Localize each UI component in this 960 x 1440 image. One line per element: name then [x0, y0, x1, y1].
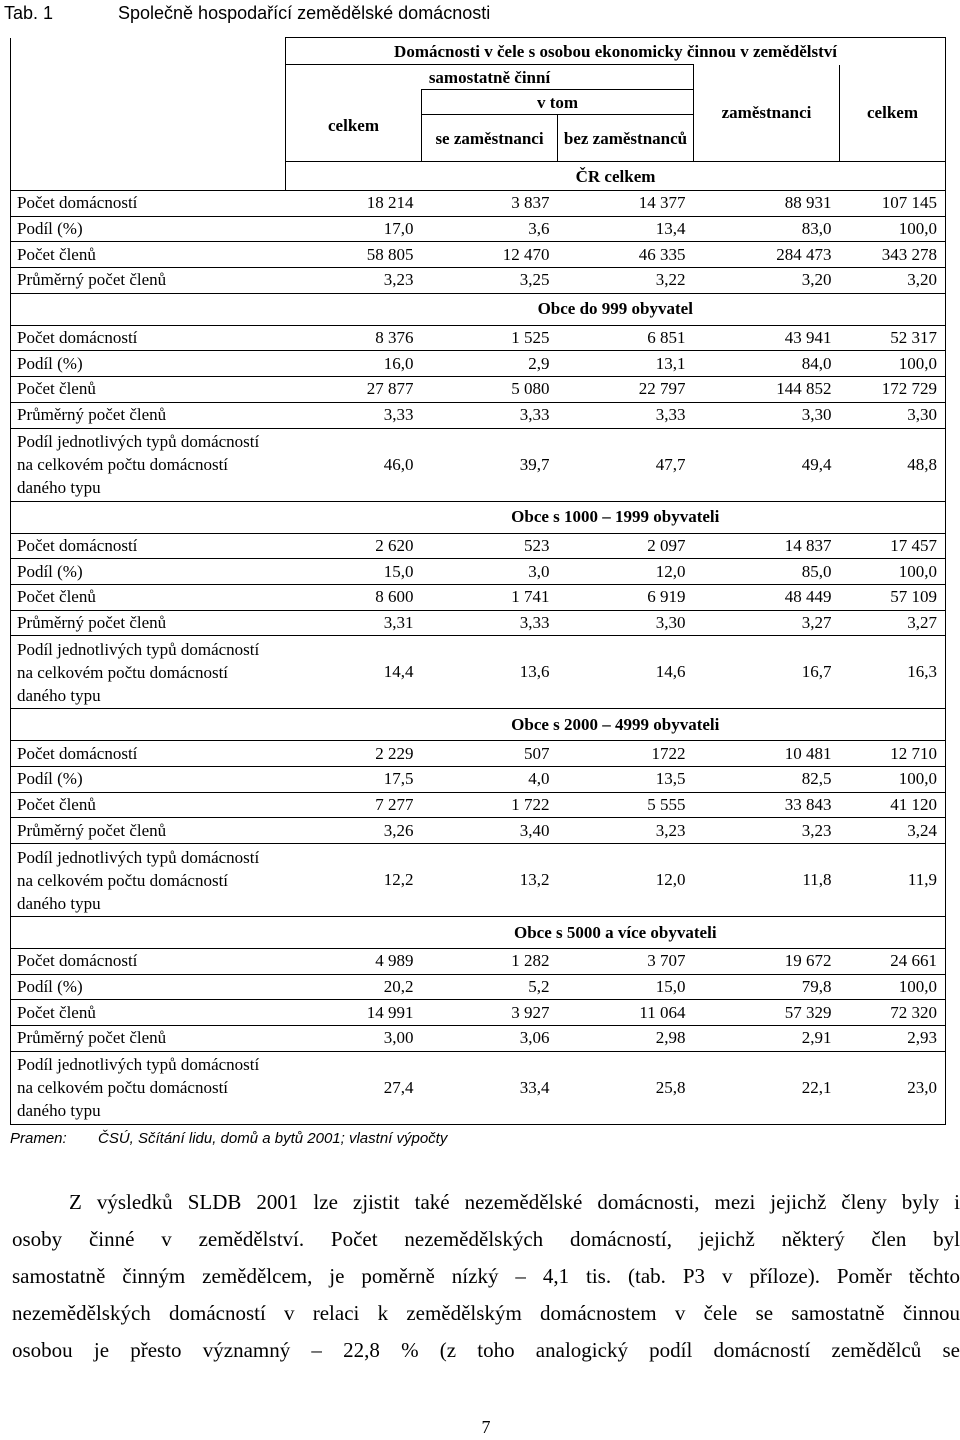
section-title: Obce do 999 obyvatel [286, 293, 946, 325]
cell-employees: 49,4 [694, 428, 840, 501]
row-label: Počet domácností [11, 191, 286, 217]
cell-grand-total: 100,0 [840, 559, 946, 585]
cell-with-employees: 507 [422, 741, 558, 767]
cell-self-total: 46,0 [286, 428, 422, 501]
cell-employees: 83,0 [694, 216, 840, 242]
cell-without-employees: 12,0 [558, 844, 694, 917]
table-row [11, 1051, 946, 1124]
cell-grand-total: 12 710 [840, 741, 946, 767]
cell-employees: 57 329 [694, 1000, 840, 1026]
page-number: 7 [481, 1417, 491, 1437]
header-with-employees: se zaměstnanci [422, 115, 558, 162]
cell-with-employees: 5 080 [422, 377, 558, 403]
table-row [11, 741, 946, 767]
cell-grand-total: 52 317 [840, 325, 946, 351]
cell-with-employees: 13,2 [422, 844, 558, 917]
row-label: Průměrný počet členů [11, 610, 286, 636]
cell-with-employees: 13,6 [422, 636, 558, 709]
cell-with-employees: 4,0 [422, 766, 558, 792]
cell-without-employees: 14 377 [558, 191, 694, 217]
cell-grand-total: 100,0 [840, 216, 946, 242]
cell-with-employees: 2,9 [422, 351, 558, 377]
row-label: Podíl (%) [11, 216, 286, 242]
row-label: Podíl jednotlivých typů domácností na celkovém počtu domácností daného typu [11, 844, 286, 917]
section-up-to-999 [11, 293, 946, 501]
cell-grand-total: 3,24 [840, 818, 946, 844]
cell-with-employees: 3,06 [422, 1026, 558, 1052]
cell-grand-total: 41 120 [840, 792, 946, 818]
cell-without-employees: 15,0 [558, 974, 694, 1000]
cell-employees: 22,1 [694, 1051, 840, 1124]
cell-grand-total: 3,27 [840, 610, 946, 636]
cell-self-total: 3,23 [286, 268, 422, 294]
cell-without-employees: 47,7 [558, 428, 694, 501]
row-label: Průměrný počet členů [11, 1026, 286, 1052]
table-caption [0, 0, 960, 26]
row-label: Počet členů [11, 584, 286, 610]
cell-without-employees: 3,22 [558, 268, 694, 294]
header-of-which: v tom [422, 90, 694, 115]
cell-with-employees: 523 [422, 533, 558, 559]
row-label: Počet členů [11, 1000, 286, 1026]
cell-without-employees: 5 555 [558, 792, 694, 818]
table-row [11, 402, 946, 428]
section-heading-row [11, 709, 946, 741]
cell-with-employees: 1 282 [422, 949, 558, 975]
cell-employees: 48 449 [694, 584, 840, 610]
cell-with-employees: 1 741 [422, 584, 558, 610]
header-corner [11, 38, 286, 191]
cell-without-employees: 25,8 [558, 1051, 694, 1124]
section-title: ČR celkem [286, 162, 946, 191]
cell-without-employees: 2,98 [558, 1026, 694, 1052]
cell-without-employees: 13,1 [558, 351, 694, 377]
source-text: ČSÚ, Sčítání lidu, domů a bytů 2001; vlastní výpočty [98, 1130, 448, 1147]
cell-without-employees: 46 335 [558, 242, 694, 268]
cell-self-total: 8 600 [286, 584, 422, 610]
cell-self-total: 58 805 [286, 242, 422, 268]
row-label: Počet členů [11, 242, 286, 268]
table-header [11, 38, 946, 191]
paragraph-line: osoby činné v zemědělství. Počet nezemědělských domácností, jejichž některý člen byl [12, 1227, 960, 1251]
section-heading-row [11, 917, 946, 949]
row-label: Podíl jednotlivých typů domácností na celkovém počtu domácností daného typu [11, 1051, 286, 1124]
cell-employees: 2,91 [694, 1026, 840, 1052]
cell-without-employees: 3,30 [558, 610, 694, 636]
table-row [11, 1026, 946, 1052]
table-source [10, 1128, 910, 1150]
cell-with-employees: 12 470 [422, 242, 558, 268]
cell-with-employees: 33,4 [422, 1051, 558, 1124]
table-number: Tab. 1 [4, 3, 54, 23]
cell-grand-total: 107 145 [840, 191, 946, 217]
cell-employees: 144 852 [694, 377, 840, 403]
cell-with-employees: 1 525 [422, 325, 558, 351]
section-2000-4999 [11, 709, 946, 917]
row-label: Průměrný počet členů [11, 818, 286, 844]
header-self-employed: samostatně činní [286, 65, 694, 90]
table-row [11, 191, 946, 217]
table-row [11, 1000, 946, 1026]
cell-grand-total: 100,0 [840, 974, 946, 1000]
cell-grand-total: 57 109 [840, 584, 946, 610]
row-label: Počet domácností [11, 741, 286, 767]
cell-self-total: 7 277 [286, 792, 422, 818]
cell-self-total: 27,4 [286, 1051, 422, 1124]
cell-employees: 11,8 [694, 844, 840, 917]
cell-without-employees: 11 064 [558, 1000, 694, 1026]
cell-with-employees: 3 837 [422, 191, 558, 217]
table-row [11, 949, 946, 975]
row-label: Průměrný počet členů [11, 402, 286, 428]
cell-with-employees: 1 722 [422, 792, 558, 818]
cell-employees: 85,0 [694, 559, 840, 585]
section-title: Obce s 5000 a více obyvateli [286, 917, 946, 949]
cell-self-total: 17,0 [286, 216, 422, 242]
row-label: Počet členů [11, 377, 286, 403]
paragraph-line: Z výsledků SLDB 2001 lze zjistit také nezemědělské domácnosti, mezi jejichž členy byly i [69, 1190, 960, 1214]
section-title: Obce s 1000 – 1999 obyvateli [286, 501, 946, 533]
cell-without-employees: 6 919 [558, 584, 694, 610]
table-row [11, 533, 946, 559]
cell-with-employees: 5,2 [422, 974, 558, 1000]
cell-self-total: 4 989 [286, 949, 422, 975]
row-label: Podíl (%) [11, 351, 286, 377]
row-label: Podíl jednotlivých typů domácností na celkovém počtu domácností daného typu [11, 636, 286, 709]
row-label: Podíl (%) [11, 974, 286, 1000]
cell-grand-total: 48,8 [840, 428, 946, 501]
row-label: Podíl (%) [11, 559, 286, 585]
table-row [11, 974, 946, 1000]
cell-without-employees: 6 851 [558, 325, 694, 351]
cell-without-employees: 3,33 [558, 402, 694, 428]
table-title: Společně hospodařící zemědělské domácnosti [118, 3, 491, 23]
header-total-self: celkem [286, 90, 422, 162]
table-row [11, 325, 946, 351]
cell-self-total: 3,26 [286, 818, 422, 844]
body-paragraph [12, 1184, 960, 1369]
section-cr-total [11, 191, 946, 294]
cell-with-employees: 39,7 [422, 428, 558, 501]
cell-without-employees: 3,23 [558, 818, 694, 844]
cell-grand-total: 2,93 [840, 1026, 946, 1052]
cell-grand-total: 11,9 [840, 844, 946, 917]
section-title: Obce s 2000 – 4999 obyvateli [286, 709, 946, 741]
cell-with-employees: 3,0 [422, 559, 558, 585]
section-5000-plus [11, 917, 946, 1125]
cell-grand-total: 16,3 [840, 636, 946, 709]
cell-with-employees: 3 927 [422, 1000, 558, 1026]
section-spacer [11, 917, 286, 949]
row-label: Podíl (%) [11, 766, 286, 792]
cell-with-employees: 3,33 [422, 402, 558, 428]
row-label: Podíl jednotlivých typů domácností na celkovém počtu domácností daného typu [11, 428, 286, 501]
cell-grand-total: 24 661 [840, 949, 946, 975]
section-spacer [11, 293, 286, 325]
cell-employees: 33 843 [694, 792, 840, 818]
cell-employees: 284 473 [694, 242, 840, 268]
table-row [11, 792, 946, 818]
table-row [11, 584, 946, 610]
section-spacer [11, 501, 286, 533]
cell-without-employees: 13,5 [558, 766, 694, 792]
row-label: Počet domácností [11, 533, 286, 559]
row-label: Počet domácností [11, 325, 286, 351]
cell-grand-total: 100,0 [840, 766, 946, 792]
cell-employees: 88 931 [694, 191, 840, 217]
paragraph-line: osobou je přesto významný – 22,8 % (z toho analogický podíl domácností zemědělců se [12, 1338, 960, 1362]
cell-without-employees: 14,6 [558, 636, 694, 709]
table-row [11, 377, 946, 403]
cell-self-total: 12,2 [286, 844, 422, 917]
cell-grand-total: 23,0 [840, 1051, 946, 1124]
cell-without-employees: 3 707 [558, 949, 694, 975]
cell-employees: 14 837 [694, 533, 840, 559]
cell-employees: 82,5 [694, 766, 840, 792]
header-grand-total: celkem [840, 65, 946, 162]
cell-self-total: 18 214 [286, 191, 422, 217]
section-heading-row [11, 501, 946, 533]
cell-with-employees: 3,6 [422, 216, 558, 242]
cell-self-total: 2 620 [286, 533, 422, 559]
cell-grand-total: 172 729 [840, 377, 946, 403]
cell-employees: 43 941 [694, 325, 840, 351]
cell-self-total: 15,0 [286, 559, 422, 585]
cell-self-total: 16,0 [286, 351, 422, 377]
cell-employees: 84,0 [694, 351, 840, 377]
table-row [11, 559, 946, 585]
paragraph-line: samostatně činným zemědělcem, je poměrně nízký – 4,1 tis. (tab. P3 v příloze). Poměr těchto [12, 1264, 960, 1288]
cell-without-employees: 22 797 [558, 377, 694, 403]
cell-self-total: 14,4 [286, 636, 422, 709]
cell-with-employees: 3,25 [422, 268, 558, 294]
cell-grand-total: 17 457 [840, 533, 946, 559]
table-row [11, 766, 946, 792]
cell-self-total: 3,31 [286, 610, 422, 636]
table-row [11, 242, 946, 268]
source-label: Pramen: [10, 1130, 67, 1147]
cell-without-employees: 12,0 [558, 559, 694, 585]
table-row [11, 268, 946, 294]
cell-grand-total: 343 278 [840, 242, 946, 268]
cell-self-total: 14 991 [286, 1000, 422, 1026]
cell-without-employees: 1722 [558, 741, 694, 767]
header-employees: zaměstnanci [694, 65, 840, 162]
cell-grand-total: 72 320 [840, 1000, 946, 1026]
table-row [11, 844, 946, 917]
cell-employees: 10 481 [694, 741, 840, 767]
cell-grand-total: 3,30 [840, 402, 946, 428]
table-row [11, 636, 946, 709]
cell-employees: 3,20 [694, 268, 840, 294]
table-row [11, 818, 946, 844]
cell-self-total: 3,33 [286, 402, 422, 428]
header-group: Domácnosti v čele s osobou ekonomicky činnou v zemědělství [286, 38, 946, 65]
cell-grand-total: 3,20 [840, 268, 946, 294]
households-table [10, 37, 946, 1125]
paragraph-line: nezemědělských domácností v relaci k zemědělským domácnostem v čele se samostatně činnou [12, 1301, 960, 1325]
cell-with-employees: 3,33 [422, 610, 558, 636]
cell-self-total: 2 229 [286, 741, 422, 767]
cell-employees: 3,30 [694, 402, 840, 428]
cell-self-total: 20,2 [286, 974, 422, 1000]
cell-self-total: 17,5 [286, 766, 422, 792]
cell-employees: 16,7 [694, 636, 840, 709]
section-spacer [11, 709, 286, 741]
row-label: Počet členů [11, 792, 286, 818]
header-without-employees: bez zaměstnanců [558, 115, 694, 162]
cell-without-employees: 2 097 [558, 533, 694, 559]
cell-employees: 3,27 [694, 610, 840, 636]
cell-employees: 79,8 [694, 974, 840, 1000]
cell-with-employees: 3,40 [422, 818, 558, 844]
cell-self-total: 27 877 [286, 377, 422, 403]
table-row [11, 428, 946, 501]
cell-self-total: 3,00 [286, 1026, 422, 1052]
cell-grand-total: 100,0 [840, 351, 946, 377]
table-row [11, 216, 946, 242]
table-row [11, 610, 946, 636]
row-label: Průměrný počet členů [11, 268, 286, 294]
table-row [11, 351, 946, 377]
cell-self-total: 8 376 [286, 325, 422, 351]
cell-without-employees: 13,4 [558, 216, 694, 242]
row-label: Počet domácností [11, 949, 286, 975]
section-heading-row [11, 293, 946, 325]
section-1000-1999 [11, 501, 946, 709]
cell-employees: 3,23 [694, 818, 840, 844]
cell-employees: 19 672 [694, 949, 840, 975]
